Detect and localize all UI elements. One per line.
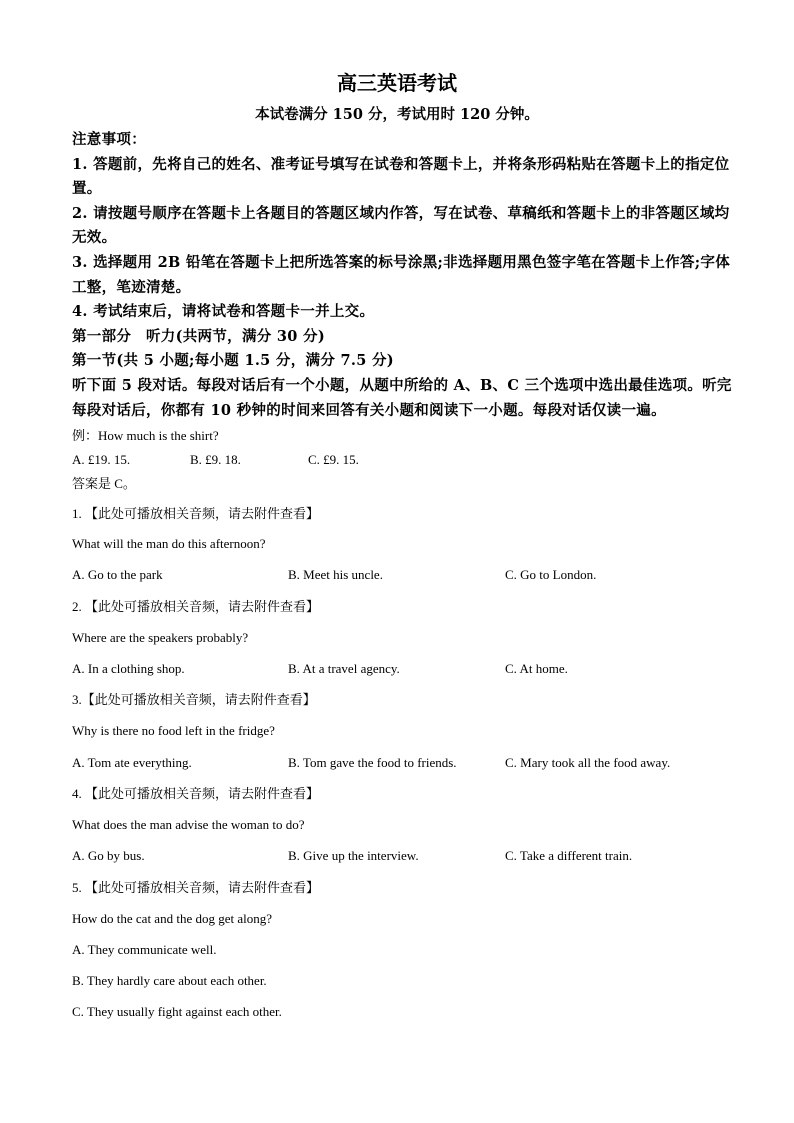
question-1-header [72,505,319,523]
question-5-option-c: C. They usually fight against each other. [72,1004,282,1019]
notice-item-4: 4. 考试结束后，请将试卷和答题卡一并上交。 [72,303,375,321]
question-number: 3. [72,692,82,707]
question-5-text: How do the cat and the dog get along? [72,911,272,926]
question-3-header [72,691,316,709]
audio-note: 【此处可播放相关音频，请去附件查看】 [85,786,320,801]
question-5-option-a: A. They communicate well. [72,942,217,957]
exam-title: 高三英语考试 [337,71,457,95]
audio-note: 【此处可播放相关音频，请去附件查看】 [85,880,320,895]
notice-item-2: 2. 请按题号顺序在答题卡上各题目的答题区域内作答，写在试卷、草稿纸和答题卡上的非答题区域均无效。 [72,204,730,247]
question-number: 1. [72,506,82,521]
audio-note: 【此处可播放相关音频，请去附件查看】 [85,599,320,614]
question-3-option-a: A. Tom ate everything. [72,755,192,770]
question-number: 4. [72,786,82,801]
example-option-c: C. £9. 15. [308,452,359,467]
question-5-header [72,879,319,897]
question-4-option-a: A. Go by bus. [72,848,145,863]
exam-subtitle: 本试卷满分 150 分，考试用时 120 分钟。 [255,106,539,123]
example-answer: 答案是 C。 [72,476,136,491]
question-1-option-b: B. Meet his uncle. [288,567,383,582]
question-2-option-b: B. At a travel agency. [288,661,400,676]
audio-note: 【此处可播放相关音频，请去附件查看】 [85,506,320,521]
question-3-option-b: B. Tom gave the food to friends. [288,755,457,770]
question-number: 5. [72,880,82,895]
question-4-option-c: C. Take a different train. [505,848,633,863]
question-3-option-c: C. Mary took all the food away. [505,755,671,770]
question-5-option-b: B. They hardly care about each other. [72,973,267,988]
notice-block [72,128,732,423]
question-2-option-a: A. In a clothing shop. [72,661,185,676]
question-2-header [72,598,319,616]
section1-heading: 第一节(共 5 小题;每小题 1.5 分，满分 7.5 分) [72,352,394,370]
question-4-header [72,785,319,803]
question-1-option-a: A. Go to the park [72,567,163,582]
example-question: 例：How much is the shirt? [72,428,219,443]
notice-item-1: 1. 答题前，先将自己的姓名、准考证号填写在试卷和答题卡上，并将条形码粘贴在答题卡上的指定位置。 [72,155,730,198]
question-1-option-c: C. Go to London. [505,567,597,582]
notice-item-3: 3. 选择题用 2B 铅笔在答题卡上把所选答案的标号涂黑;非选择题用黑色签字笔在答题卡上作答;字体工整，笔迹清楚。 [72,253,731,296]
question-3-text: Why is there no food left in the fridge? [72,723,275,738]
question-2-text: Where are the speakers probably? [72,630,249,645]
question-2-option-c: C. At home. [505,661,568,676]
question-4-text: What does the man advise the woman to do? [72,817,305,832]
example-option-a: A. £19. 15. [72,452,131,467]
section1-instruction: 听下面 5 段对话。每段对话后有一个小题，从题中所给的 A、B、C 三个选项中选出最佳选项。听完每段对话后，你都有 10 秒钟的时间来回答有关小题和阅读下一小题。每段对话仅读一遍。 [72,376,732,419]
question-number: 2. [72,599,82,614]
notice-heading: 注意事项： [72,131,146,148]
audio-note: 【此处可播放相关音频，请去附件查看】 [81,692,316,707]
part1-heading: 第一部分 听力(共两节，满分 30 分) [72,327,325,345]
example-option-b: B. £9. 18. [190,452,241,467]
question-1-text: What will the man do this afternoon? [72,536,266,551]
question-4-option-b: B. Give up the interview. [288,848,419,863]
